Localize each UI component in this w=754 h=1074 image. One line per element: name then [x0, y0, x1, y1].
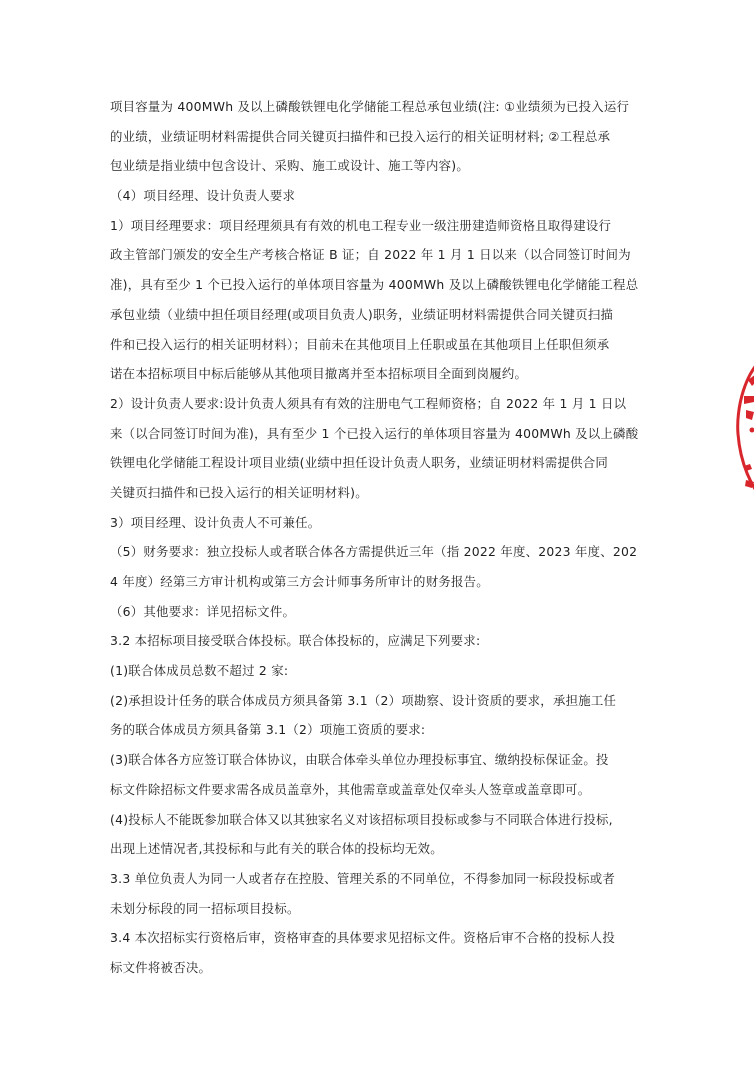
text-line: 2）设计负责人要求:设计负责人须具有有效的注册电气工程师资格；自 2022 年 1 月 1 日以	[110, 395, 627, 411]
text-line: 来（以合同签订时间为准)，具有至少 1 个已投入运行的单体项目容量为 400MWh 及以上磷酸	[110, 425, 639, 441]
text-line: 3.2 本招标项目接受联合体投标。联合体投标的，应满足下列要求:	[110, 633, 481, 649]
red-seal-stamp	[734, 350, 754, 510]
text-line: （4）项目经理、设计负责人要求	[110, 188, 296, 204]
text-line: (3)联合体各方应签订联合体协议，由联合体牵头单位办理投标事宜、缴纳投标保证金。投	[110, 752, 609, 768]
text-line: 标文件除招标文件要求需各成员盖章外，其他需章或盖章处仅牵头人签章或盖章即可。	[110, 781, 591, 797]
text-line: 项目容量为 400MWh 及以上磷酸铁锂电化学储能工程总承包业绩(注: ①业绩须为已投入运行	[110, 99, 630, 114]
text-line: 承包业绩（业绩中担任项目经理(或项目负责人)职务，业绩证明材料需提供合同关键页扫描	[110, 306, 614, 322]
text-line: 包业绩是指业绩中包含设计、采购、施工或设计、施工等内容)。	[110, 158, 470, 174]
text-line: 3.3 单位负责人为同一人或者存在控股、管理关系的不同单位，不得参加同一标段投标或者	[110, 870, 615, 886]
text-line: 标文件将被否决。	[110, 959, 212, 975]
text-line: (1)联合体成员总数不超过 2 家:	[110, 663, 289, 679]
document-body	[110, 92, 650, 983]
text-line: 的业绩，业绩证明材料需提供合同关键页扫描件和已投入运行的相关证明材料; ②工程总承	[110, 128, 611, 144]
text-line: （6）其他要求：详见招标文件。	[110, 603, 296, 619]
text-line: 件和已投入运行的相关证明材料）；目前未在其他项目上任职或虽在其他项目上任职但须承	[110, 336, 610, 352]
text-line: 3.4 本次招标实行资格后审，资格审查的具体要求见招标文件。资格后审不合格的投标人投	[110, 930, 615, 946]
text-line: 务的联合体成员方须具备第 3.1（2）项施工资质的要求:	[110, 722, 426, 738]
text-line: 准)，具有至少 1 个已投入运行的单体项目容量为 400MWh 及以上磷酸铁锂电化学储能工程总	[110, 277, 639, 293]
text-line: 铁锂电化学储能工程设计项目业绩(业绩中担任设计负责人职务，业绩证明材料需提供合同	[110, 455, 609, 471]
text-line: 1）项目经理要求：项目经理须具有有效的机电工程专业一级注册建造师资格且取得建设行	[110, 217, 612, 233]
text-line: 诺在本招标项目中标后能够从其他项目撤离并至本招标项目全面到岗履约。	[110, 366, 528, 382]
text-line: 关键页扫描件和已投入运行的相关证明材料)。	[110, 484, 368, 500]
text-line: 4 年度）经第三方审计机构或第三方会计师事务所审计的财务报告。	[110, 574, 489, 589]
text-line: （5）财务要求：独立投标人或者联合体各方需提供近三年（指 2022 年度、2023 年度、202	[110, 544, 638, 560]
text-line: (4)投标人不能既参加联合体又以其独家名义对该招标项目投标或参与不同联合体进行投标,	[110, 811, 613, 827]
text-line: 政主管部门颁发的安全生产考核合格证 B 证；自 2022 年 1 月 1 日以来（以合同签订时间为	[110, 247, 631, 263]
text-line: 未划分标段的同一招标项目投标。	[110, 900, 300, 916]
text-line: 3）项目经理、设计负责人不可兼任。	[110, 514, 321, 530]
text-line: (2)承担设计任务的联合体成员方须具备第 3.1（2）项勘察、设计资质的要求，承担施工任	[110, 692, 617, 708]
text-line: 出现上述情况者,其投标和与此有关的联合体的投标均无效。	[110, 841, 443, 857]
